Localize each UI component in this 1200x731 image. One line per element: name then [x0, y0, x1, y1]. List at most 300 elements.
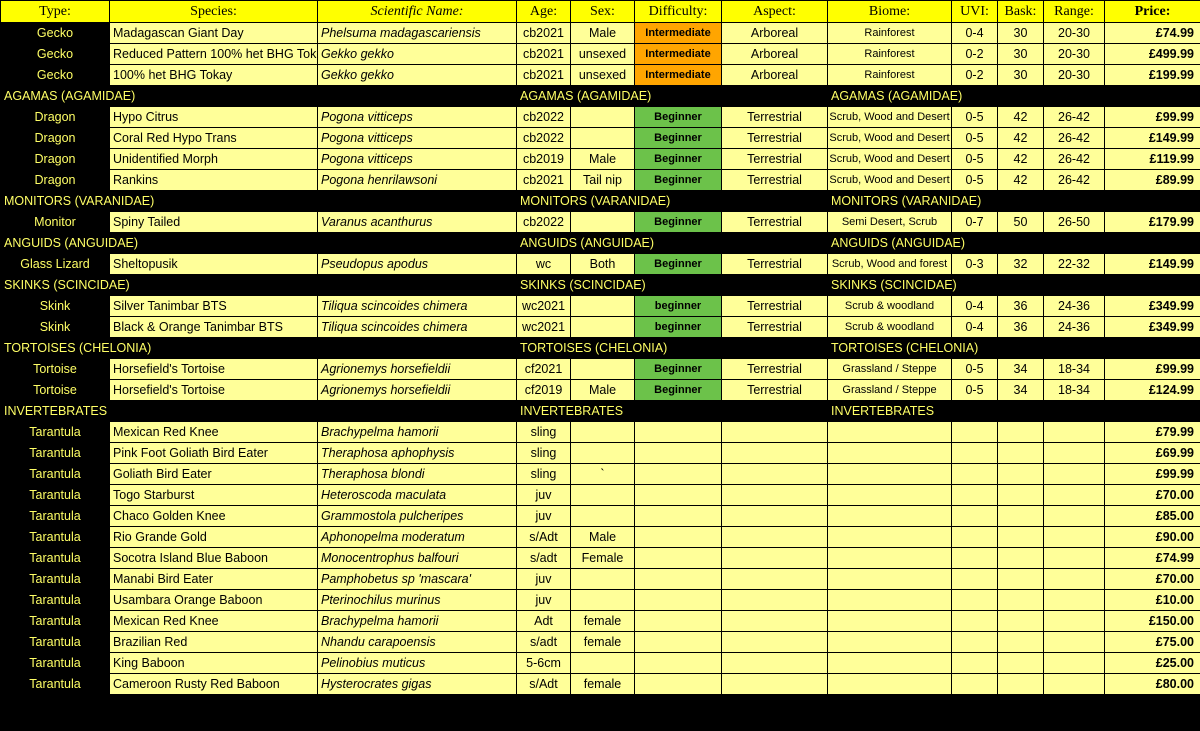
cell-type[interactable]: Monitor: [1, 212, 110, 233]
cell-bask[interactable]: 36: [998, 317, 1044, 338]
cell-scientific-name[interactable]: Monocentrophus balfouri: [318, 548, 517, 569]
cell-age[interactable]: wc2021: [517, 296, 571, 317]
cell-difficulty[interactable]: [635, 632, 722, 653]
cell-price[interactable]: £349.99: [1105, 296, 1200, 317]
cell-price[interactable]: £199.99: [1105, 65, 1200, 86]
cell-uvi[interactable]: 0-5: [952, 170, 998, 191]
cell-range[interactable]: 24-36: [1044, 317, 1105, 338]
cell-species[interactable]: Hypo Citrus: [110, 107, 318, 128]
cell-species[interactable]: Socotra Island Blue Baboon: [110, 548, 318, 569]
cell-bask[interactable]: 34: [998, 380, 1044, 401]
section-label[interactable]: INVERTEBRATES: [1, 401, 517, 422]
cell-type[interactable]: Gecko: [1, 65, 110, 86]
cell-price[interactable]: £179.99: [1105, 212, 1200, 233]
cell-age[interactable]: sling: [517, 443, 571, 464]
cell-price[interactable]: £79.99: [1105, 422, 1200, 443]
cell-price[interactable]: £10.00: [1105, 590, 1200, 611]
cell-range[interactable]: 26-42: [1044, 149, 1105, 170]
cell-range[interactable]: [1044, 443, 1105, 464]
cell-range[interactable]: [1044, 422, 1105, 443]
cell-difficulty[interactable]: Beginner: [635, 212, 722, 233]
cell-difficulty[interactable]: [635, 590, 722, 611]
cell-sex[interactable]: Both: [571, 254, 635, 275]
cell-difficulty[interactable]: [635, 569, 722, 590]
cell-age[interactable]: cb2021: [517, 65, 571, 86]
section-label[interactable]: INVERTEBRATES: [517, 401, 828, 422]
cell-species[interactable]: Reduced Pattern 100% het BHG Tok: [110, 44, 318, 65]
cell-scientific-name[interactable]: Phelsuma madagascariensis: [318, 23, 517, 44]
cell-bask[interactable]: 36: [998, 296, 1044, 317]
cell-bask[interactable]: [998, 653, 1044, 674]
cell-species[interactable]: Silver Tanimbar BTS: [110, 296, 318, 317]
cell-scientific-name[interactable]: Pogona vitticeps: [318, 128, 517, 149]
cell-age[interactable]: sling: [517, 422, 571, 443]
cell-type[interactable]: Gecko: [1, 23, 110, 44]
cell-sex[interactable]: `: [571, 464, 635, 485]
cell-biome[interactable]: Scrub, Wood and forest: [828, 254, 952, 275]
cell-difficulty[interactable]: Intermediate: [635, 65, 722, 86]
cell-price[interactable]: £85.00: [1105, 506, 1200, 527]
section-label[interactable]: ANGUIDS (ANGUIDAE): [517, 233, 828, 254]
cell-scientific-name[interactable]: Pogona vitticeps: [318, 149, 517, 170]
cell-range[interactable]: 26-42: [1044, 170, 1105, 191]
cell-species[interactable]: Cameroon Rusty Red Baboon: [110, 674, 318, 695]
cell-biome[interactable]: [828, 632, 952, 653]
cell-age[interactable]: cf2021: [517, 359, 571, 380]
cell-scientific-name[interactable]: Hysterocrates gigas: [318, 674, 517, 695]
cell-price[interactable]: £25.00: [1105, 653, 1200, 674]
cell-uvi[interactable]: 0-7: [952, 212, 998, 233]
cell-biome[interactable]: Scrub & woodland: [828, 317, 952, 338]
cell-sex[interactable]: [571, 443, 635, 464]
cell-species[interactable]: King Baboon: [110, 653, 318, 674]
cell-age[interactable]: juv: [517, 485, 571, 506]
cell-bask[interactable]: [998, 590, 1044, 611]
cell-type[interactable]: Dragon: [1, 107, 110, 128]
cell-species[interactable]: Usambara Orange Baboon: [110, 590, 318, 611]
cell-biome[interactable]: [828, 611, 952, 632]
section-label[interactable]: MONITORS (VARANIDAE): [828, 191, 1200, 212]
cell-scientific-name[interactable]: Pelinobius muticus: [318, 653, 517, 674]
cell-scientific-name[interactable]: Pamphobetus sp 'mascara': [318, 569, 517, 590]
cell-sex[interactable]: [571, 212, 635, 233]
cell-uvi[interactable]: [952, 611, 998, 632]
cell-sex[interactable]: Male: [571, 380, 635, 401]
cell-bask[interactable]: 34: [998, 359, 1044, 380]
cell-bask[interactable]: [998, 443, 1044, 464]
cell-aspect[interactable]: Terrestrial: [722, 317, 828, 338]
cell-scientific-name[interactable]: Grammostola pulcheripes: [318, 506, 517, 527]
cell-scientific-name[interactable]: Pseudopus apodus: [318, 254, 517, 275]
cell-age[interactable]: cf2019: [517, 380, 571, 401]
cell-bask[interactable]: [998, 632, 1044, 653]
cell-species[interactable]: Spiny Tailed: [110, 212, 318, 233]
cell-biome[interactable]: Scrub, Wood and Desert: [828, 170, 952, 191]
cell-species[interactable]: Brazilian Red: [110, 632, 318, 653]
cell-difficulty[interactable]: Beginner: [635, 380, 722, 401]
cell-scientific-name[interactable]: Gekko gekko: [318, 65, 517, 86]
cell-species[interactable]: Manabi Bird Eater: [110, 569, 318, 590]
cell-age[interactable]: cb2021: [517, 23, 571, 44]
cell-age[interactable]: s/Adt: [517, 527, 571, 548]
cell-difficulty[interactable]: Beginner: [635, 128, 722, 149]
section-label[interactable]: TORTOISES (CHELONIA): [828, 338, 1200, 359]
cell-age[interactable]: cb2022: [517, 128, 571, 149]
cell-biome[interactable]: Scrub, Wood and Desert: [828, 149, 952, 170]
cell-aspect[interactable]: [722, 527, 828, 548]
cell-uvi[interactable]: [952, 590, 998, 611]
cell-price[interactable]: £70.00: [1105, 569, 1200, 590]
cell-type[interactable]: Tortoise: [1, 359, 110, 380]
cell-sex[interactable]: [571, 128, 635, 149]
cell-difficulty[interactable]: [635, 653, 722, 674]
cell-age[interactable]: cb2022: [517, 107, 571, 128]
cell-price[interactable]: £70.00: [1105, 485, 1200, 506]
header-aspect[interactable]: Aspect:: [722, 1, 828, 23]
header-age[interactable]: Age:: [517, 1, 571, 23]
cell-bask[interactable]: [998, 611, 1044, 632]
cell-species[interactable]: Black & Orange Tanimbar BTS: [110, 317, 318, 338]
cell-biome[interactable]: Grassland / Steppe: [828, 359, 952, 380]
cell-sex[interactable]: Male: [571, 527, 635, 548]
cell-type[interactable]: Tortoise: [1, 380, 110, 401]
cell-aspect[interactable]: Terrestrial: [722, 212, 828, 233]
cell-aspect[interactable]: [722, 548, 828, 569]
cell-uvi[interactable]: [952, 674, 998, 695]
cell-species[interactable]: Madagascan Giant Day: [110, 23, 318, 44]
cell-biome[interactable]: [828, 443, 952, 464]
header-uvi[interactable]: UVI:: [952, 1, 998, 23]
section-label[interactable]: TORTOISES (CHELONIA): [517, 338, 828, 359]
cell-price[interactable]: £499.99: [1105, 44, 1200, 65]
section-label[interactable]: ANGUIDS (ANGUIDAE): [1, 233, 517, 254]
cell-price[interactable]: £74.99: [1105, 23, 1200, 44]
cell-scientific-name[interactable]: Theraphosa blondi: [318, 464, 517, 485]
cell-scientific-name[interactable]: Nhandu carapoensis: [318, 632, 517, 653]
cell-range[interactable]: 22-32: [1044, 254, 1105, 275]
cell-range[interactable]: [1044, 464, 1105, 485]
cell-bask[interactable]: [998, 485, 1044, 506]
cell-aspect[interactable]: Terrestrial: [722, 149, 828, 170]
cell-bask[interactable]: 42: [998, 128, 1044, 149]
cell-difficulty[interactable]: [635, 506, 722, 527]
cell-sex[interactable]: Male: [571, 23, 635, 44]
cell-type[interactable]: Tarantula: [1, 611, 110, 632]
cell-aspect[interactable]: Terrestrial: [722, 380, 828, 401]
cell-range[interactable]: 24-36: [1044, 296, 1105, 317]
cell-biome[interactable]: [828, 527, 952, 548]
cell-price[interactable]: £69.99: [1105, 443, 1200, 464]
header-species[interactable]: Species:: [110, 1, 318, 23]
header-bask[interactable]: Bask:: [998, 1, 1044, 23]
cell-sex[interactable]: [571, 569, 635, 590]
cell-uvi[interactable]: 0-4: [952, 23, 998, 44]
cell-aspect[interactable]: Terrestrial: [722, 128, 828, 149]
cell-aspect[interactable]: [722, 569, 828, 590]
cell-difficulty[interactable]: [635, 485, 722, 506]
cell-difficulty[interactable]: [635, 443, 722, 464]
cell-difficulty[interactable]: Beginner: [635, 359, 722, 380]
cell-biome[interactable]: Scrub & woodland: [828, 296, 952, 317]
cell-scientific-name[interactable]: Agrionemys horsefieldii: [318, 380, 517, 401]
cell-scientific-name[interactable]: Brachypelma hamorii: [318, 611, 517, 632]
cell-species[interactable]: Rankins: [110, 170, 318, 191]
cell-type[interactable]: Dragon: [1, 128, 110, 149]
cell-species[interactable]: Mexican Red Knee: [110, 611, 318, 632]
cell-range[interactable]: 18-34: [1044, 380, 1105, 401]
cell-aspect[interactable]: [722, 443, 828, 464]
cell-price[interactable]: £89.99: [1105, 170, 1200, 191]
cell-bask[interactable]: 30: [998, 44, 1044, 65]
cell-age[interactable]: cb2021: [517, 170, 571, 191]
cell-uvi[interactable]: [952, 506, 998, 527]
cell-biome[interactable]: [828, 506, 952, 527]
cell-difficulty[interactable]: [635, 548, 722, 569]
cell-age[interactable]: cb2021: [517, 44, 571, 65]
cell-species[interactable]: Togo Starburst: [110, 485, 318, 506]
cell-difficulty[interactable]: beginner: [635, 296, 722, 317]
cell-biome[interactable]: [828, 569, 952, 590]
cell-bask[interactable]: [998, 464, 1044, 485]
cell-bask[interactable]: 30: [998, 23, 1044, 44]
cell-aspect[interactable]: [722, 590, 828, 611]
cell-range[interactable]: [1044, 632, 1105, 653]
cell-scientific-name[interactable]: Pogona henrilawsoni: [318, 170, 517, 191]
cell-biome[interactable]: Scrub, Wood and Desert: [828, 128, 952, 149]
cell-sex[interactable]: unsexed: [571, 44, 635, 65]
section-label[interactable]: AGAMAS (AGAMIDAE): [1, 86, 517, 107]
cell-sex[interactable]: female: [571, 674, 635, 695]
cell-uvi[interactable]: [952, 653, 998, 674]
cell-aspect[interactable]: Arboreal: [722, 44, 828, 65]
cell-scientific-name[interactable]: Pterinochilus murinus: [318, 590, 517, 611]
cell-age[interactable]: cb2022: [517, 212, 571, 233]
cell-biome[interactable]: [828, 674, 952, 695]
cell-scientific-name[interactable]: Tiliqua scincoides chimera: [318, 317, 517, 338]
cell-biome[interactable]: [828, 422, 952, 443]
cell-uvi[interactable]: 0-4: [952, 317, 998, 338]
cell-species[interactable]: Unidentified Morph: [110, 149, 318, 170]
cell-range[interactable]: 26-42: [1044, 128, 1105, 149]
cell-aspect[interactable]: [722, 632, 828, 653]
cell-type[interactable]: Tarantula: [1, 485, 110, 506]
cell-type[interactable]: Skink: [1, 317, 110, 338]
cell-type[interactable]: Glass Lizard: [1, 254, 110, 275]
cell-difficulty[interactable]: Beginner: [635, 149, 722, 170]
cell-range[interactable]: 26-50: [1044, 212, 1105, 233]
cell-sex[interactable]: [571, 359, 635, 380]
cell-uvi[interactable]: 0-4: [952, 296, 998, 317]
cell-species[interactable]: Coral Red Hypo Trans: [110, 128, 318, 149]
cell-type[interactable]: Tarantula: [1, 590, 110, 611]
cell-bask[interactable]: 42: [998, 170, 1044, 191]
cell-bask[interactable]: [998, 569, 1044, 590]
cell-age[interactable]: s/adt: [517, 548, 571, 569]
cell-age[interactable]: s/adt: [517, 632, 571, 653]
cell-species[interactable]: Sheltopusik: [110, 254, 318, 275]
cell-range[interactable]: [1044, 527, 1105, 548]
cell-age[interactable]: Adt: [517, 611, 571, 632]
cell-species[interactable]: Mexican Red Knee: [110, 422, 318, 443]
cell-price[interactable]: £349.99: [1105, 317, 1200, 338]
cell-bask[interactable]: 42: [998, 107, 1044, 128]
cell-type[interactable]: Tarantula: [1, 527, 110, 548]
cell-scientific-name[interactable]: Theraphosa aphophysis: [318, 443, 517, 464]
cell-uvi[interactable]: [952, 464, 998, 485]
cell-uvi[interactable]: 0-2: [952, 65, 998, 86]
cell-range[interactable]: [1044, 506, 1105, 527]
cell-range[interactable]: 20-30: [1044, 65, 1105, 86]
cell-sex[interactable]: Male: [571, 149, 635, 170]
cell-biome[interactable]: Semi Desert, Scrub: [828, 212, 952, 233]
cell-difficulty[interactable]: [635, 674, 722, 695]
cell-type[interactable]: Tarantula: [1, 569, 110, 590]
cell-uvi[interactable]: 0-5: [952, 380, 998, 401]
cell-bask[interactable]: [998, 506, 1044, 527]
cell-range[interactable]: [1044, 590, 1105, 611]
cell-species[interactable]: Goliath Bird Eater: [110, 464, 318, 485]
cell-price[interactable]: £75.00: [1105, 632, 1200, 653]
cell-scientific-name[interactable]: Agrionemys horsefieldii: [318, 359, 517, 380]
cell-type[interactable]: Skink: [1, 296, 110, 317]
header-biome[interactable]: Biome:: [828, 1, 952, 23]
cell-type[interactable]: Tarantula: [1, 653, 110, 674]
cell-biome[interactable]: Scrub, Wood and Desert: [828, 107, 952, 128]
section-label[interactable]: SKINKS (SCINCIDAE): [1, 275, 517, 296]
cell-sex[interactable]: Female: [571, 548, 635, 569]
cell-aspect[interactable]: [722, 464, 828, 485]
cell-price[interactable]: £150.00: [1105, 611, 1200, 632]
cell-scientific-name[interactable]: Varanus acanthurus: [318, 212, 517, 233]
cell-sex[interactable]: [571, 317, 635, 338]
cell-scientific-name[interactable]: Heteroscoda maculata: [318, 485, 517, 506]
section-label[interactable]: SKINKS (SCINCIDAE): [828, 275, 1200, 296]
cell-species[interactable]: Pink Foot Goliath Bird Eater: [110, 443, 318, 464]
cell-aspect[interactable]: Arboreal: [722, 23, 828, 44]
cell-sex[interactable]: Tail nip: [571, 170, 635, 191]
cell-species[interactable]: Rio Grande Gold: [110, 527, 318, 548]
cell-difficulty[interactable]: [635, 611, 722, 632]
cell-uvi[interactable]: [952, 632, 998, 653]
cell-difficulty[interactable]: Intermediate: [635, 23, 722, 44]
cell-bask[interactable]: [998, 527, 1044, 548]
cell-age[interactable]: 5-6cm: [517, 653, 571, 674]
cell-bask[interactable]: [998, 422, 1044, 443]
cell-price[interactable]: £124.99: [1105, 380, 1200, 401]
cell-aspect[interactable]: Terrestrial: [722, 296, 828, 317]
cell-difficulty[interactable]: Beginner: [635, 107, 722, 128]
cell-aspect[interactable]: Arboreal: [722, 65, 828, 86]
cell-price[interactable]: £99.99: [1105, 107, 1200, 128]
cell-price[interactable]: £90.00: [1105, 527, 1200, 548]
cell-biome[interactable]: Grassland / Steppe: [828, 380, 952, 401]
cell-type[interactable]: Tarantula: [1, 422, 110, 443]
cell-type[interactable]: Tarantula: [1, 506, 110, 527]
cell-type[interactable]: Tarantula: [1, 548, 110, 569]
cell-species[interactable]: 100% het BHG Tokay: [110, 65, 318, 86]
cell-type[interactable]: Dragon: [1, 149, 110, 170]
cell-bask[interactable]: 42: [998, 149, 1044, 170]
cell-price[interactable]: £99.99: [1105, 359, 1200, 380]
header-price[interactable]: Price:: [1105, 1, 1200, 23]
cell-difficulty[interactable]: [635, 422, 722, 443]
header-sex[interactable]: Sex:: [571, 1, 635, 23]
cell-uvi[interactable]: 0-5: [952, 149, 998, 170]
cell-aspect[interactable]: [722, 611, 828, 632]
cell-price[interactable]: £99.99: [1105, 464, 1200, 485]
cell-sex[interactable]: [571, 590, 635, 611]
cell-aspect[interactable]: [722, 485, 828, 506]
cell-age[interactable]: juv: [517, 569, 571, 590]
cell-sex[interactable]: [571, 422, 635, 443]
cell-aspect[interactable]: [722, 674, 828, 695]
cell-uvi[interactable]: [952, 548, 998, 569]
cell-aspect[interactable]: Terrestrial: [722, 107, 828, 128]
cell-age[interactable]: sling: [517, 464, 571, 485]
cell-uvi[interactable]: [952, 485, 998, 506]
cell-biome[interactable]: [828, 464, 952, 485]
cell-species[interactable]: Horsefield's Tortoise: [110, 359, 318, 380]
cell-scientific-name[interactable]: Gekko gekko: [318, 44, 517, 65]
cell-price[interactable]: £80.00: [1105, 674, 1200, 695]
cell-species[interactable]: Chaco Golden Knee: [110, 506, 318, 527]
cell-type[interactable]: Gecko: [1, 44, 110, 65]
cell-scientific-name[interactable]: Brachypelma hamorii: [318, 422, 517, 443]
cell-difficulty[interactable]: [635, 527, 722, 548]
cell-sex[interactable]: [571, 506, 635, 527]
cell-bask[interactable]: 30: [998, 65, 1044, 86]
cell-range[interactable]: [1044, 548, 1105, 569]
cell-scientific-name[interactable]: Tiliqua scincoides chimera: [318, 296, 517, 317]
section-label[interactable]: MONITORS (VARANIDAE): [1, 191, 517, 212]
cell-age[interactable]: cb2019: [517, 149, 571, 170]
cell-bask[interactable]: 32: [998, 254, 1044, 275]
cell-sex[interactable]: [571, 296, 635, 317]
cell-difficulty[interactable]: Beginner: [635, 170, 722, 191]
section-label[interactable]: SKINKS (SCINCIDAE): [517, 275, 828, 296]
cell-sex[interactable]: [571, 485, 635, 506]
cell-bask[interactable]: [998, 548, 1044, 569]
section-label[interactable]: AGAMAS (AGAMIDAE): [517, 86, 828, 107]
cell-scientific-name[interactable]: Aphonopelma moderatum: [318, 527, 517, 548]
cell-species[interactable]: Horsefield's Tortoise: [110, 380, 318, 401]
cell-biome[interactable]: [828, 653, 952, 674]
cell-uvi[interactable]: 0-2: [952, 44, 998, 65]
cell-age[interactable]: juv: [517, 506, 571, 527]
cell-age[interactable]: s/Adt: [517, 674, 571, 695]
cell-aspect[interactable]: Terrestrial: [722, 359, 828, 380]
cell-difficulty[interactable]: Beginner: [635, 254, 722, 275]
cell-range[interactable]: 20-30: [1044, 44, 1105, 65]
cell-sex[interactable]: unsexed: [571, 65, 635, 86]
cell-scientific-name[interactable]: Pogona vitticeps: [318, 107, 517, 128]
cell-biome[interactable]: Rainforest: [828, 23, 952, 44]
section-label[interactable]: TORTOISES (CHELONIA): [1, 338, 517, 359]
cell-aspect[interactable]: [722, 422, 828, 443]
cell-range[interactable]: 20-30: [1044, 23, 1105, 44]
cell-range[interactable]: [1044, 611, 1105, 632]
cell-bask[interactable]: [998, 674, 1044, 695]
cell-difficulty[interactable]: beginner: [635, 317, 722, 338]
cell-age[interactable]: wc2021: [517, 317, 571, 338]
cell-range[interactable]: [1044, 674, 1105, 695]
cell-uvi[interactable]: 0-5: [952, 359, 998, 380]
cell-range[interactable]: [1044, 485, 1105, 506]
cell-uvi[interactable]: 0-5: [952, 107, 998, 128]
section-label[interactable]: AGAMAS (AGAMIDAE): [828, 86, 1200, 107]
header-scientific-name[interactable]: Scientific Name:: [318, 1, 517, 23]
cell-aspect[interactable]: Terrestrial: [722, 254, 828, 275]
